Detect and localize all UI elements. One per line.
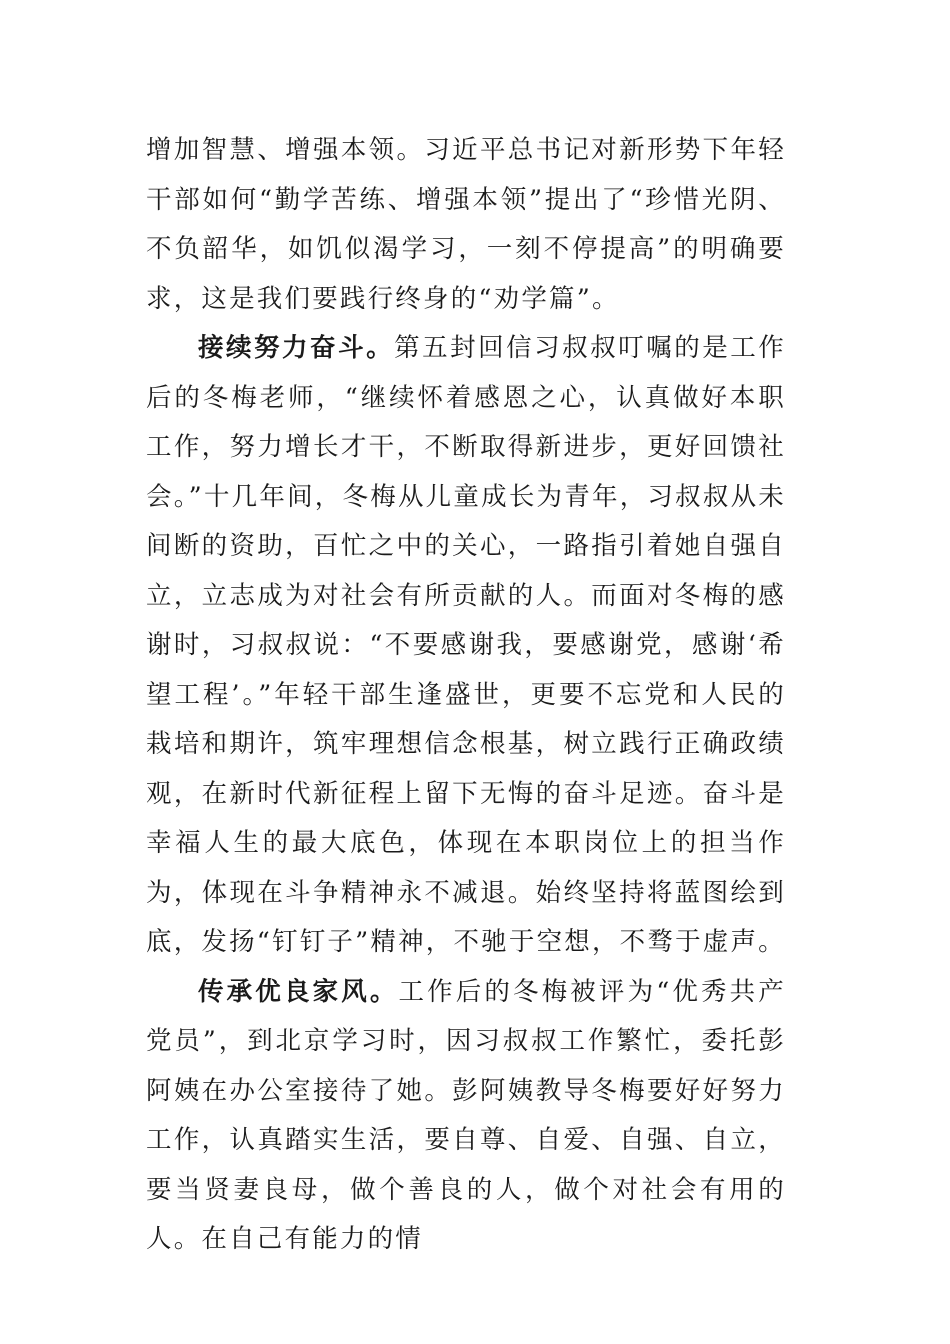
paragraph-continuation xyxy=(146,126,786,324)
paragraph-family-tradition xyxy=(146,968,786,1265)
paragraph-lead-heading: 传承优良家风。 xyxy=(198,976,399,1007)
paragraph-text: 工作后的冬梅被评为“优秀共产党员”，到北京学习时，因习叔叔工作繁忙，委托彭阿姨在办公室接待了她。彭阿姨教导冬梅要好好努力工作，认真踏实生活，要自尊、自爱、自强、自立，要当贤妻良母，做个善良的人，做个对社会有用的人。在自己有能力的情 xyxy=(146,976,786,1254)
paragraph-text: 第五封回信习叔叔叮嘱的是工作后的冬梅老师，“继续怀着感恩之心，认真做好本职工作，努力增长才干，不断取得新进步，更好回馈社会。”十几年间，冬梅从儿童成长为青年，习叔叔从未间断的资助，百忙之中的关心，一路指引着她自强自立，立志成为对社会有所贡献的人。而面对冬梅的感谢时，习叔叔说：“不要感谢我，要感谢党，感谢‘希望工程’。”年轻干部生逢盛世，更要不忘党和人民的栽培和期许，筑牢理想信念根基，树立践行正确政绩观，在新时代新征程上留下无悔的奋斗足迹。奋斗是幸福人生的最大底色，体现在本职岗位上的担当作为，体现在斗争精神永不减退。始终坚持将蓝图绘到底，发扬“钉钉子”精神，不驰于空想，不骛于虚声。 xyxy=(146,333,786,957)
paragraph-struggle xyxy=(146,324,786,968)
paragraph-lead-heading: 接续努力奋斗。 xyxy=(198,333,395,363)
paragraph-text: 增加智慧、增强本领。习近平总书记对新形势下年轻干部如何“勤学苦练、增强本领”提出了“珍惜光阴、不负韶华，如饥似渴学习，一刻不停提高”的明确要求，这是我们要践行终身的“劝学篇”。 xyxy=(146,135,786,314)
document-body xyxy=(146,126,786,1265)
